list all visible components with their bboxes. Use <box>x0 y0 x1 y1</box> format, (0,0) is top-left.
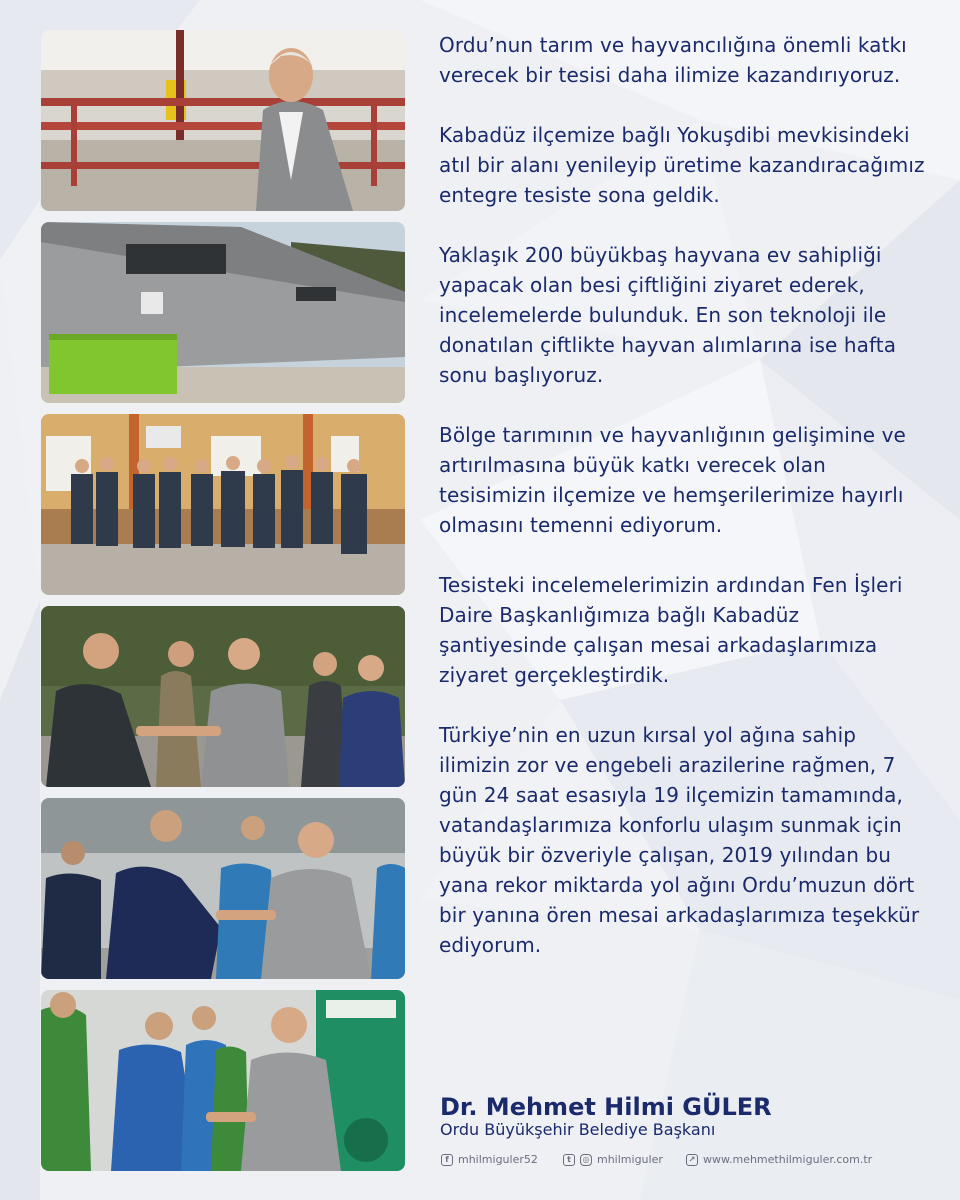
paragraph-visit: Tesisteki incelemelerimizin ardından Fen İşleri Daire Başkanlığımıza bağlı Kabadüz şantiyesinde çalışan mesai arkadaşlarımıza ziyaret gerçekleştirdik. <box>439 573 903 687</box>
signature-name: Dr. Mehmet Hilmi GÜLER <box>440 1093 772 1121</box>
photo-facility-portrait <box>41 30 405 211</box>
website-url: www.mehmethilmiguler.com.tr <box>703 1153 873 1166</box>
twitter-instagram-link[interactable] <box>563 1153 663 1166</box>
facebook-icon: f <box>441 1154 453 1166</box>
photo-column <box>41 30 405 1182</box>
photo-handshake-machine <box>41 990 405 1171</box>
paragraph-wishes: Bölge tarımının ve hayvanlığının gelişimine ve artırılmasına büyük katkı verecek olan tesisimizin ilçemize ve hemşerilerimize hayırlı olmasını temenni ediyorum. <box>439 423 906 537</box>
footer-social <box>0 1148 960 1172</box>
twitter-icon: t <box>563 1154 575 1166</box>
instagram-icon: ◎ <box>580 1154 592 1166</box>
paragraph-location: Kabadüz ilçemize bağlı Yokuşdibi mevkisindeki atıl bir alanı yenileyip üretime kazandıracağımız entegre tesiste sona geldik. <box>439 123 925 207</box>
website-link[interactable] <box>686 1153 872 1166</box>
link-icon: ↗ <box>686 1154 698 1166</box>
photo-group <box>41 414 405 595</box>
paragraph-intro: Ordu’nun tarım ve hayvancılığına önemli katkı verecek bir tesisi daha ilimize kazandırıyoruz. <box>439 33 907 87</box>
photo-handshake-officials <box>41 606 405 787</box>
paragraph-farm: Yaklaşık 200 büyükbaş hayvana ev sahipliği yapacak olan besi çiftliğini ziyaret ederek, incelemelerde bulunduk. En son teknoloji ile donatılan çiftlikte hayvan alımlarına ise hafta sonu başlıyoruz. <box>439 243 897 387</box>
facebook-handle: mhilmiguler52 <box>458 1153 538 1166</box>
paragraph-thanks: Türkiye’nin en uzun kırsal yol ağına sahip ilimizin zor ve engebeli arazilerine rağmen, 7 gün 24 saat esasıyla 19 ilçemizin tamamında, vatandaşlarımıza konforlu ulaşım sunmak için büyük bir özveriyle çalışan, 2019 yılından bu yana rekor miktarda yol ağını Ordu’muzun dört bir yanına ören mesai arkadaşlarımıza teşekkür ediyorum. <box>439 723 920 957</box>
photo-handshake-workers <box>41 798 405 979</box>
photo-farm-building <box>41 222 405 403</box>
message-text <box>439 30 929 990</box>
social-handle: mhilmiguler <box>597 1153 663 1166</box>
signature-title: Ordu Büyükşehir Belediye Başkanı <box>440 1120 716 1139</box>
facebook-link[interactable] <box>441 1153 538 1166</box>
